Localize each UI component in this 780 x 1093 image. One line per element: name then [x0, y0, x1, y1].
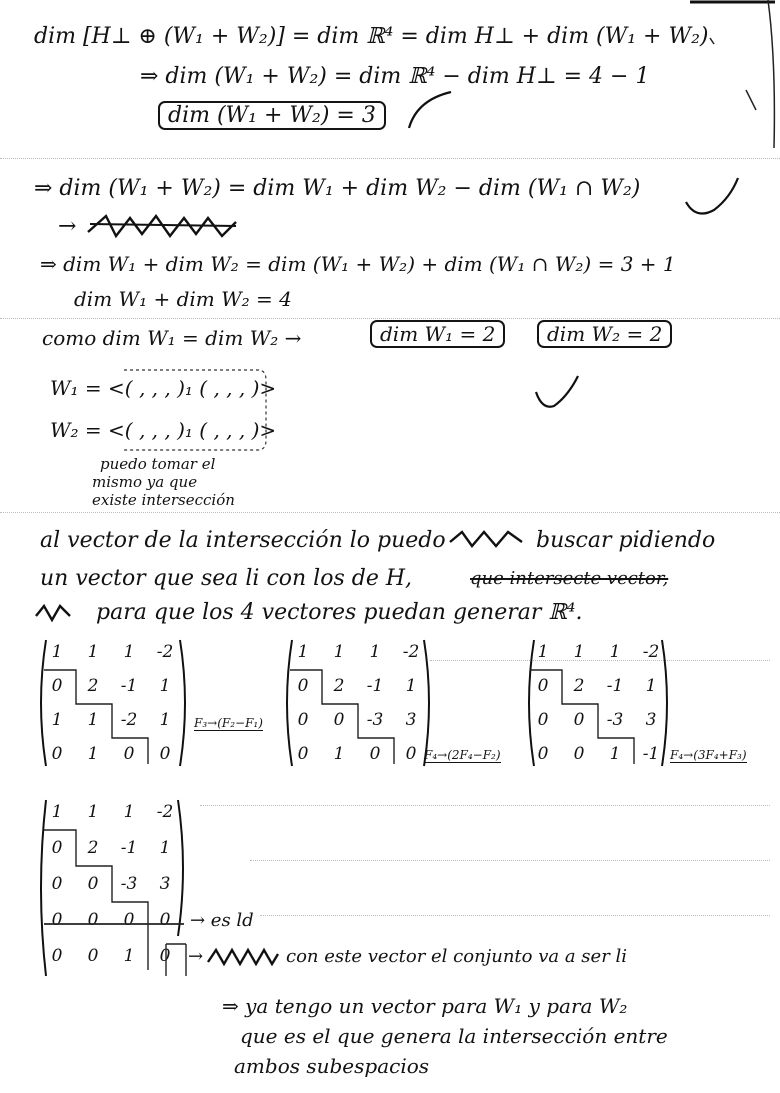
conclusion-line-2: que es el que genera la intersección entre [240, 1024, 668, 1048]
equation-line-8: como dim W₁ = dim W₂ → [42, 326, 302, 350]
matrix-cell: 0 [51, 874, 63, 894]
check-mark-icon [405, 88, 455, 133]
matrix-cell: 1 [87, 744, 99, 764]
matrix-cell: -2 [156, 642, 174, 662]
matrix-cell: 0 [51, 744, 63, 764]
matrix-cell: 0 [333, 710, 345, 730]
matrix-cell: 1 [297, 642, 309, 662]
boxed-dim-w2: dim W₂ = 2 [537, 320, 672, 348]
matrix-cell: 0 [51, 838, 63, 858]
matrix-cell: 0 [159, 910, 171, 930]
matrix-cell: 1 [369, 642, 381, 662]
scribble-crossed-out [34, 602, 74, 624]
matrix-cell: 1 [123, 946, 135, 966]
matrix-cell: 1 [87, 710, 99, 730]
linearly-dependent-note: → es ld [190, 910, 254, 931]
check-mark-icon [532, 372, 582, 412]
matrix-cell: 3 [645, 710, 657, 730]
matrix-cell: 1 [87, 642, 99, 662]
equation-line-2: ⇒ dim (W₁ + W₂) = dim ℝ⁴ − dim H⊥ = 4 − 1 [140, 64, 650, 89]
matrix-cell: 0 [51, 676, 63, 696]
scribble-crossed-out [448, 528, 528, 550]
matrix-cell: -2 [402, 642, 420, 662]
echelon-staircase-line [526, 660, 676, 770]
matrix-cell: 3 [405, 710, 417, 730]
equation-line-1: dim [H⊥ ⊕ (W₁ + W₂)] = dim ℝ⁴ = dim H⊥ + dim (W₁ + W₂) [34, 24, 709, 49]
boxed-result-dim-sum: dim (W₁ + W₂) = 3 [158, 101, 386, 130]
echelon-staircase-line [286, 660, 436, 770]
conclusion-line-3: ambos subespacios [234, 1054, 430, 1078]
matrix-cell: -1 [642, 744, 660, 764]
matrix-cell: 0 [537, 744, 549, 764]
side-note-line-3: existe intersección [92, 491, 235, 509]
matrix-cell: -3 [606, 710, 624, 730]
matrix-cell: 1 [333, 642, 345, 662]
side-note-line-1: puedo tomar el [100, 455, 216, 473]
matrix-cell: -1 [366, 676, 384, 696]
arrow-glyph: → [188, 946, 204, 967]
paragraph-line-1b: buscar pidiendo [536, 528, 716, 553]
matrix-cell: 0 [87, 910, 99, 930]
matrix-cell: 0 [405, 744, 417, 764]
conclusion-line-1: ⇒ ya tengo un vector para W₁ y para W₂ [222, 994, 628, 1018]
row-operation-1: F₃→(F₂−F₁) [194, 716, 263, 730]
matrix-cell: 1 [645, 676, 657, 696]
matrix-cell: 1 [159, 710, 171, 730]
last-row-note: con este vector el conjunto va a ser li [286, 946, 628, 967]
matrix-cell: -1 [120, 838, 138, 858]
matrix-cell: 1 [573, 642, 585, 662]
matrix-cell: -1 [120, 676, 138, 696]
matrix-cell: 0 [297, 676, 309, 696]
arrow-line-5: → [58, 214, 77, 239]
row-operation-3: F₄→(3F₄+F₃) [670, 748, 747, 762]
matrix-cell: 1 [123, 802, 135, 822]
matrix-cell: 1 [405, 676, 417, 696]
matrix-cell: 0 [87, 946, 99, 966]
boxed-dim-w1: dim W₁ = 2 [370, 320, 505, 348]
matrix-cell: 1 [123, 642, 135, 662]
matrix-cell: 0 [537, 676, 549, 696]
paragraph-line-1a: al vector de la intersección lo puedo [40, 528, 446, 553]
check-mark-icon [682, 172, 742, 220]
matrix-cell: 2 [573, 676, 585, 696]
paragraph-line-3: para que los 4 vectores puedan generar ℝ⁴. [96, 600, 583, 625]
page-edge-marks [690, 0, 780, 150]
matrix-cell: 2 [87, 676, 99, 696]
matrix-cell: 0 [537, 710, 549, 730]
matrix-cell: -2 [642, 642, 660, 662]
matrix-cell: -2 [120, 710, 138, 730]
matrix-cell: 0 [573, 744, 585, 764]
matrix-cell: 0 [51, 910, 63, 930]
matrix-cell: 0 [87, 874, 99, 894]
row-operation-2: F₄→(2F₄−F₂) [424, 748, 501, 762]
matrix-cell: -2 [156, 802, 174, 822]
matrix-cell: 0 [123, 744, 135, 764]
matrix-cell: 2 [87, 838, 99, 858]
matrix-cell: 0 [159, 946, 171, 966]
matrix-cell: 1 [159, 676, 171, 696]
scribble-crossed-out [86, 212, 246, 242]
matrix-cell: 0 [297, 744, 309, 764]
matrix-cell: 1 [51, 642, 63, 662]
matrix-cell: -3 [120, 874, 138, 894]
equation-line-4: ⇒ dim (W₁ + W₂) = dim W₁ + dim W₂ − dim (W₁ ∩ W₂) [34, 176, 641, 201]
matrix-cell: 0 [159, 744, 171, 764]
matrix-cell: 2 [333, 676, 345, 696]
matrix-cell: 0 [369, 744, 381, 764]
matrix-cell: 0 [51, 946, 63, 966]
matrix-cell: 1 [609, 642, 621, 662]
w1-definition: W₁ = <( , , , )₁ ( , , , )> [50, 376, 277, 400]
matrix-cell: 1 [537, 642, 549, 662]
matrix-cell: -1 [606, 676, 624, 696]
matrix-cell: 1 [51, 710, 63, 730]
paragraph-line-2b-crossed: que intersecte vector, [470, 568, 669, 589]
echelon-staircase-line [40, 660, 190, 770]
matrix-cell: 0 [123, 910, 135, 930]
paragraph-line-2a: un vector que sea li con los de H, [40, 566, 413, 591]
matrix-cell: 1 [51, 802, 63, 822]
matrix-cell: 1 [333, 744, 345, 764]
w2-definition: W₂ = <( , , , )₁ ( , , , )> [50, 418, 277, 442]
matrix-cell: 0 [573, 710, 585, 730]
matrix-cell: 1 [609, 744, 621, 764]
equation-line-7: dim W₁ + dim W₂ = 4 [74, 287, 292, 311]
matrix-cell: 1 [87, 802, 99, 822]
equation-line-6: ⇒ dim W₁ + dim W₂ = dim (W₁ + W₂) + dim (W₁ ∩ W₂) = 3 + 1 [40, 252, 676, 276]
matrix-cell: 1 [159, 838, 171, 858]
grouping-bracket [118, 366, 268, 456]
matrix-cell: -3 [366, 710, 384, 730]
matrix-cell: 0 [297, 710, 309, 730]
side-note-line-2: mismo ya que [92, 473, 198, 491]
matrix-cell: 3 [159, 874, 171, 894]
scribble-crossed-out [206, 946, 282, 968]
echelon-staircase-line [40, 820, 190, 980]
